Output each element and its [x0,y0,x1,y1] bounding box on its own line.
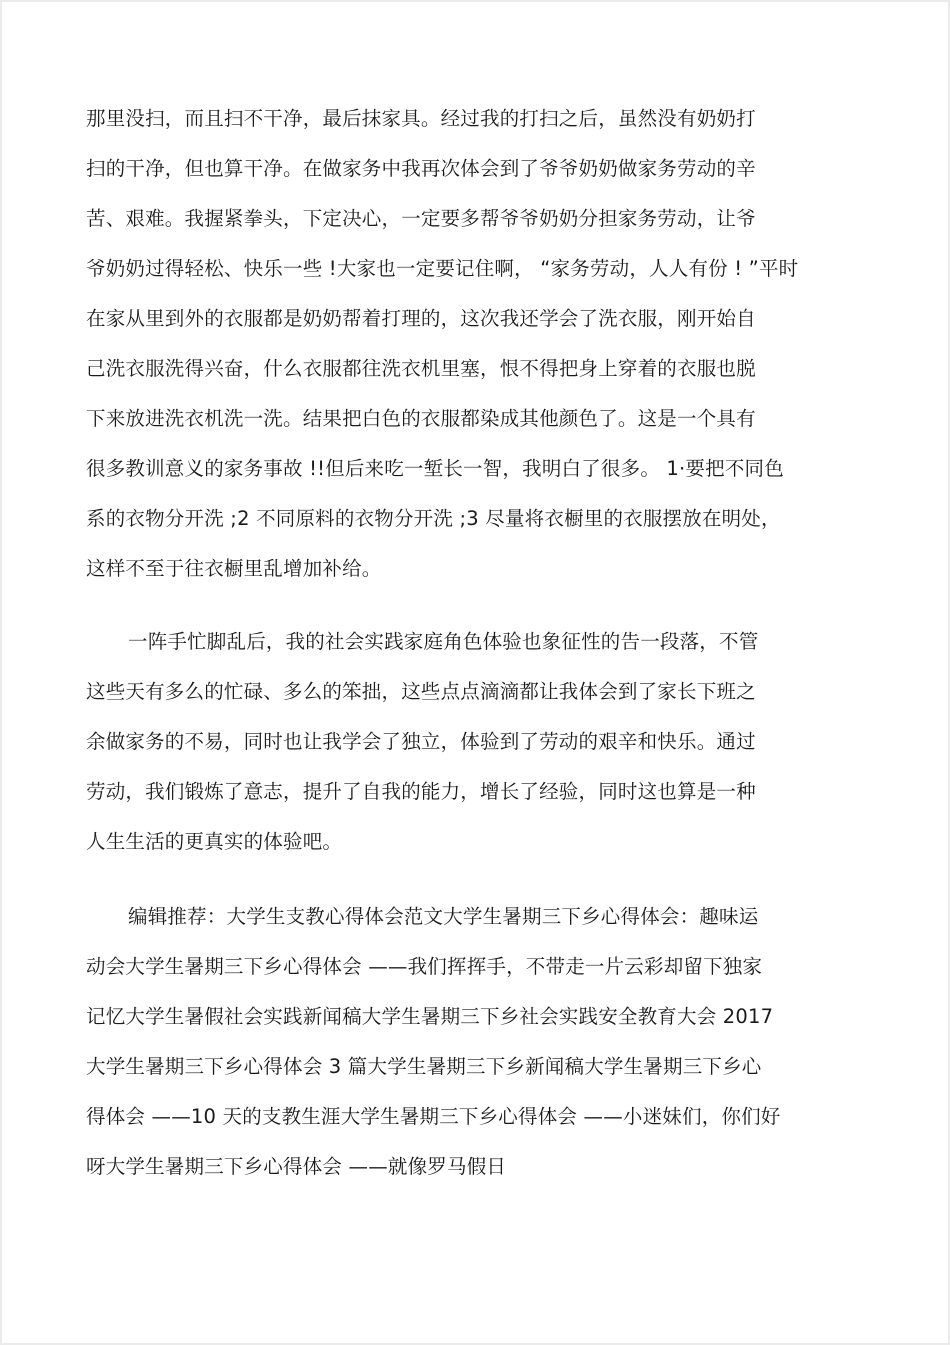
paragraph-household-chores [86,94,886,594]
text-line: 下来放进洗衣机洗一洗。结果把白色的衣服都染成其他颜色了。这是一个具有 [86,407,756,430]
text-line: 很多教训意义的家务事故 !!但后来吃一堑长一智，我明白了很多。 1·要把不同色 [86,457,784,480]
text-line: 扫的干净，但也算干净。在做家务中我再次体会到了爷爷奶奶做家务劳动的辛 [86,157,756,180]
text-line: 在家从里到外的衣服都是奶奶帮着打理的，这次我还学会了洗衣服，刚开始自 [86,307,756,330]
text-line: 系的衣物分开洗 ;2 不同原料的衣物分开洗 ;3 尽量将衣橱里的衣服摆放在明处， [86,507,781,530]
text-line: 动会大学生暑期三下乡心得体会 ——我们挥挥手，不带走一片云彩却留下独家 [86,955,763,978]
document-page [2,2,948,1343]
paragraph-editor-recommendations [86,892,886,1192]
text-line: 大学生暑期三下乡心得体会 3 篇大学生暑期三下乡新闻稿大学生暑期三下乡心 [86,1055,762,1078]
text-line: 一阵手忙脚乱后，我的社会实践家庭角色体验也象征性的告一段落，不管 [128,630,759,653]
text-line: 这样不至于往衣橱里乱增加补给。 [86,557,382,580]
text-line: 得体会 ——10 天的支教生涯大学生暑期三下乡心得体会 ——小迷妹们，你们好 [86,1105,781,1128]
text-line: 己洗衣服洗得兴奋，什么衣服都往洗衣机里塞，恨不得把身上穿着的衣服也脱 [86,357,756,380]
text-line: 呀大学生暑期三下乡心得体会 ——就像罗马假日 [86,1155,507,1178]
text-line: 余做家务的不易，同时也让我学会了独立，体验到了劳动的艰辛和快乐。通过 [86,730,756,753]
text-line: 记忆大学生暑假社会实践新闻稿大学生暑期三下乡社会实践安全教育大会 2017 [86,1005,774,1028]
text-line: 编辑推荐：大学生支教心得体会范文大学生暑期三下乡心得体会：趣味运 [128,905,759,928]
text-line: 人生生活的更真实的体验吧。 [86,830,343,853]
text-line: 爷奶奶过得轻松、快乐一些 !大家也一定要记住啊， “家务劳动，人人有份 ! ”平时 [86,257,799,280]
paragraph-conclusion [86,617,886,867]
text-line: 那里没扫，而且扫不干净，最后抹家具。经过我的打扫之后，虽然没有奶奶打 [86,107,756,130]
text-line: 苦、艰难。我握紧拳头，下定决心，一定要多帮爷爷奶奶分担家务劳动，让爷 [86,207,756,230]
text-line: 劳动，我们锻炼了意志，提升了自我的能力，增长了经验，同时这也算是一种 [86,780,756,803]
text-line: 这些天有多么的忙碌、多么的笨拙，这些点点滴滴都让我体会到了家长下班之 [86,680,756,703]
